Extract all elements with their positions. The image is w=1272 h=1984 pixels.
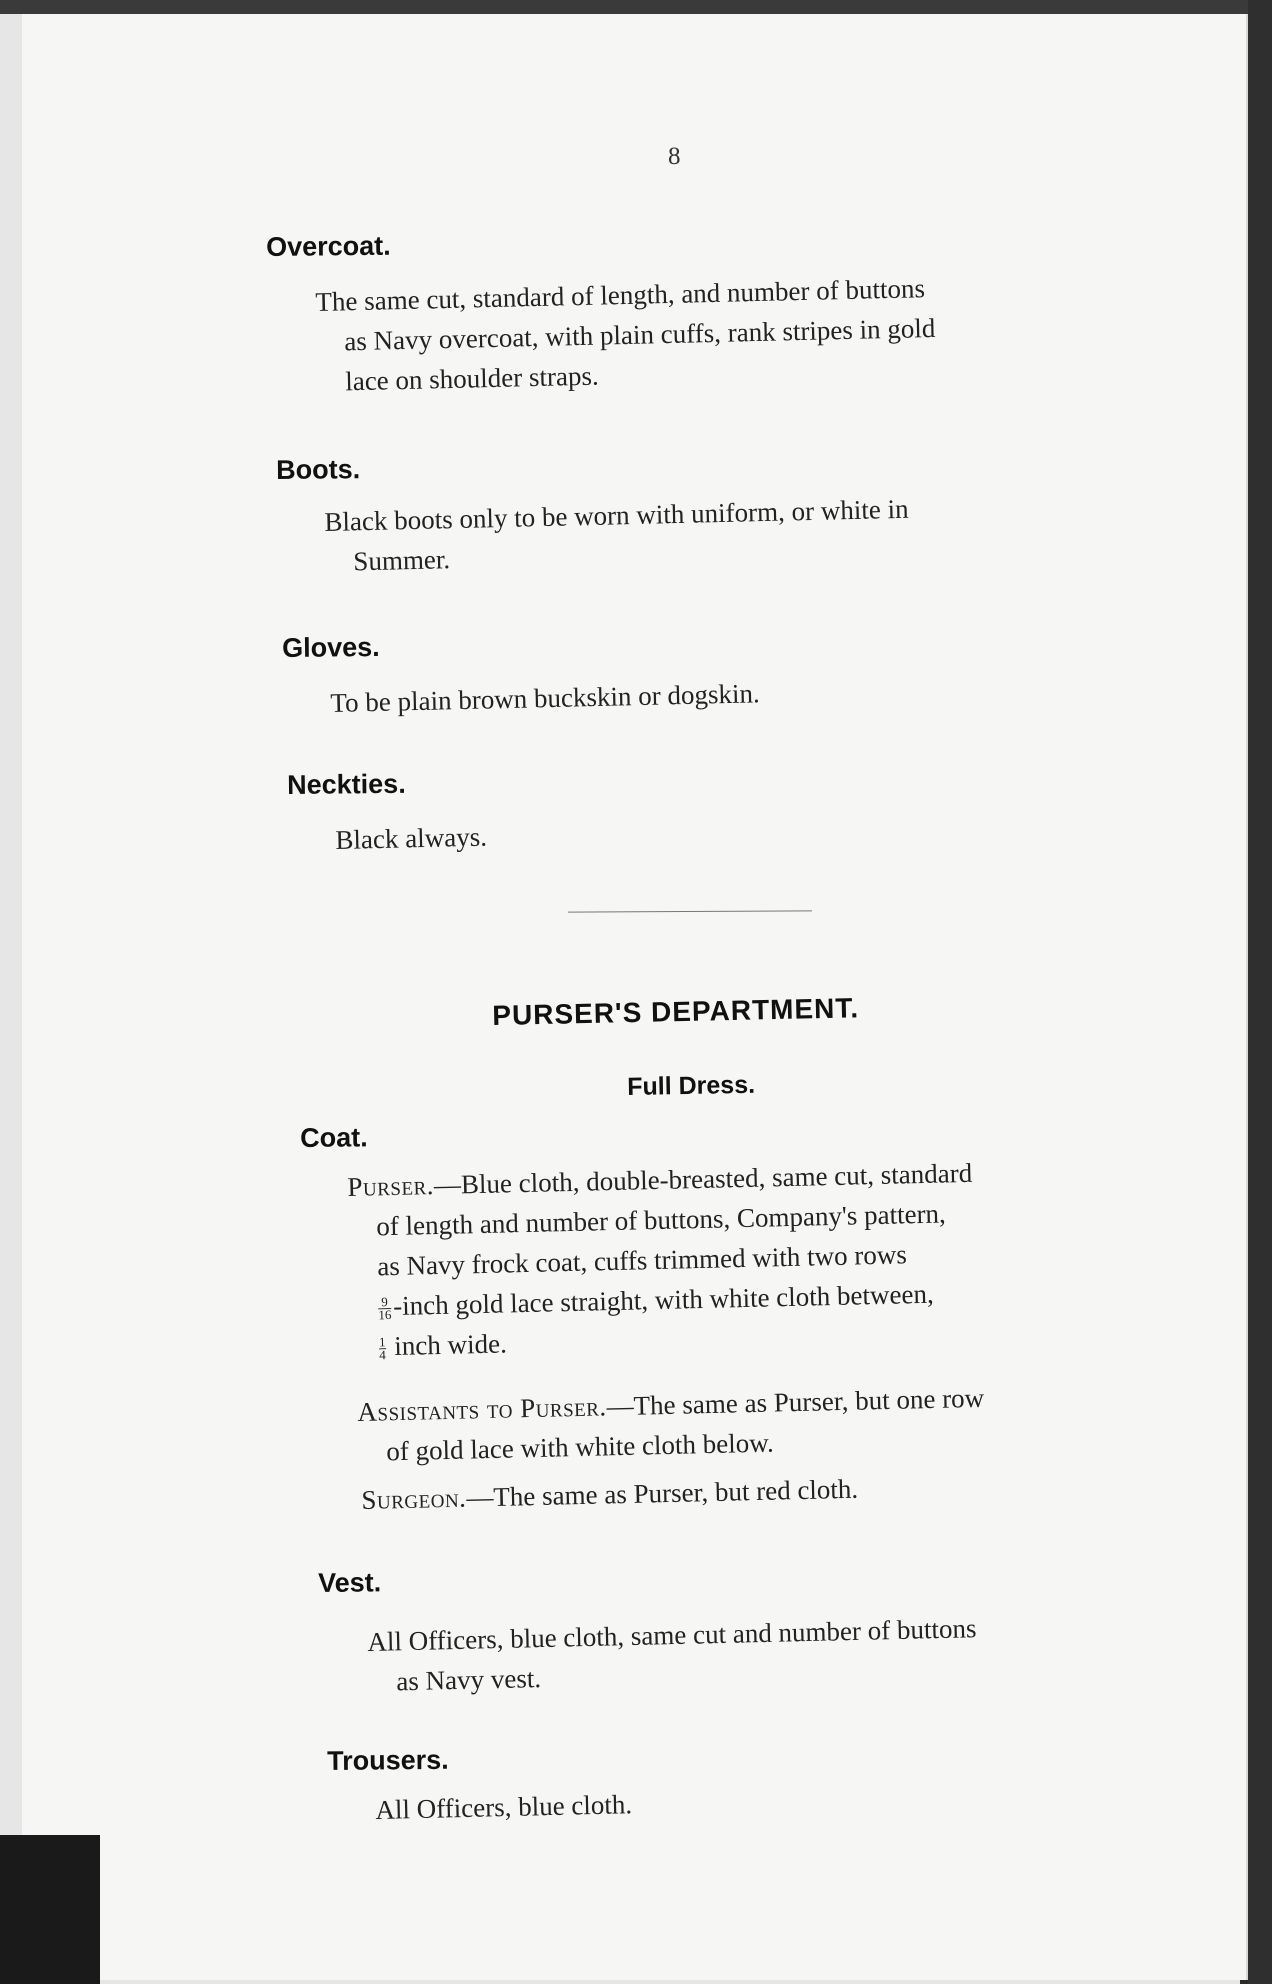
surgeon-line-text: —The same as Purser, but red cloth. <box>466 1473 859 1513</box>
fraction-one-quarter <box>379 1336 386 1361</box>
scan-corner-shadow <box>0 1835 100 1984</box>
coat-purser-text <box>347 1153 976 1367</box>
assistants-line-1-text: —The same as Purser, but one row <box>606 1382 985 1422</box>
neckties-text <box>335 817 487 860</box>
purser-line-1-text: —Blue cloth, double-breasted, same cut, standard <box>433 1157 973 1201</box>
trousers-heading: Trousers. <box>327 1744 449 1776</box>
purser-line-5-text: inch wide. <box>393 1328 508 1361</box>
vest-line-2: as Navy vest. <box>396 1663 542 1697</box>
vest-text <box>367 1608 978 1702</box>
trousers-text <box>375 1784 633 1830</box>
overcoat-line-1: The same cut, standard of length, and number of buttons <box>315 273 926 317</box>
coat-heading: Coat. <box>300 1122 368 1153</box>
vest-line-1: All Officers, blue cloth, same cut and number of buttons <box>367 1613 977 1657</box>
boots-line-1: Black boots only to be worn with uniform, or white in <box>324 493 909 537</box>
boots-text <box>324 489 910 582</box>
scan-right-edge <box>1248 0 1272 1984</box>
page-number: 8 <box>668 143 681 170</box>
gloves-line-1: To be plain brown buckskin or dogskin. <box>330 678 760 718</box>
fraction-nine-sixteenths <box>378 1296 392 1321</box>
overcoat-line-2: as Navy overcoat, with plain cuffs, rank stripes in gold <box>344 312 936 357</box>
coat-assistants-line-2: of gold lace with white cloth below. <box>386 1427 775 1467</box>
vest-heading: Vest. <box>318 1567 382 1598</box>
boots-heading: Boots. <box>276 454 361 485</box>
trousers-line-1: All Officers, blue cloth. <box>375 1789 633 1825</box>
coat-purser-line-2: of length and number of buttons, Company's pattern, <box>376 1198 947 1242</box>
overcoat-heading: Overcoat. <box>266 230 391 262</box>
overcoat-line-3: lace on shoulder straps. <box>344 360 599 397</box>
neckties-heading: Neckties. <box>287 768 406 800</box>
gloves-heading: Gloves. <box>282 631 380 663</box>
surgeon-label: Surgeon. <box>361 1482 467 1515</box>
fraction-numerator: 9 <box>381 1294 388 1310</box>
purser-label: Purser. <box>347 1170 435 1202</box>
neckties-line-1: Black always. <box>335 821 488 855</box>
purser-line-4-text: -inch gold lace straight, with white cloth between, <box>392 1278 934 1321</box>
boots-line-2: Summer. <box>353 544 451 577</box>
scan-top-edge <box>0 0 1272 14</box>
fraction-denominator: 16 <box>378 1307 392 1323</box>
department-subtitle: Full Dress. <box>627 1070 756 1101</box>
fraction-denominator: 4 <box>379 1347 386 1363</box>
department-title: PURSER'S DEPARTMENT. <box>492 992 860 1031</box>
coat-purser-line-3: as Navy frock coat, cuffs trimmed with two rows <box>376 1239 908 1282</box>
fraction-numerator: 1 <box>378 1334 386 1350</box>
assistants-label: Assistants to Purser. <box>357 1391 607 1427</box>
coat-assistants-text <box>357 1378 985 1472</box>
overcoat-text <box>315 268 937 402</box>
